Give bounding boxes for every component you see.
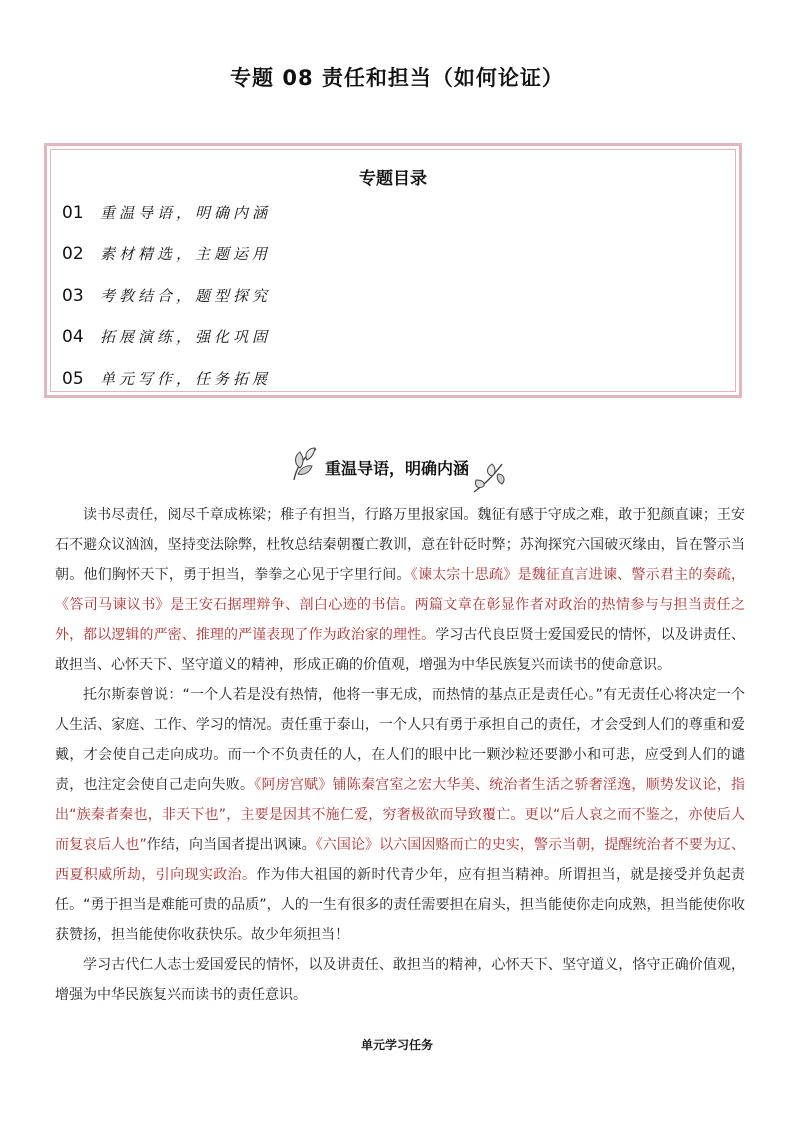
toc-box — [44, 143, 742, 398]
toc-item-label: 考教结合，题型探究 — [100, 287, 272, 305]
section-heading-text: 重温导语，明确内涵 — [324, 459, 469, 478]
toc-item-number: 01 — [62, 203, 84, 223]
toc-item-number: 02 — [62, 244, 84, 264]
toc-item[interactable] — [62, 368, 271, 389]
toc-inner-border — [50, 149, 736, 392]
paragraph-text: 学习古代良臣贤士爱国爱民的情怀，以及讲责任、敢担当、心怀天下、坚守道义的精神，形成正确的价值观，增强为中华民族复兴而读书的使命意识。 — [55, 627, 745, 673]
toc-heading: 专题目录 — [359, 169, 427, 189]
unit-task-heading: 单元学习任务 — [360, 1038, 433, 1052]
page-title: 专题 08 责任和担当（如何论证） — [230, 66, 564, 90]
content-body — [55, 500, 745, 1010]
paragraph-text: 作为伟大祖国的新时代青少年，应有担当精神。所谓担当，就是接受并负起责任。“勇于担当是难能可贵的品质”，人的一生有很多的责任需要担在肩头，担当能使你走向成熟，担当能使你收获赞扬，担当能使你收获快乐。故少年须担当！ — [55, 867, 746, 943]
toc-item[interactable] — [62, 202, 271, 223]
paragraph-1 — [55, 500, 745, 680]
toc-item-number: 04 — [62, 327, 84, 347]
section-heading — [0, 440, 794, 496]
toc-item-number: 05 — [62, 369, 84, 389]
toc-item-label: 重温导语，明确内涵 — [100, 204, 272, 222]
toc-item-label: 素材精选，主题运用 — [100, 245, 272, 263]
paragraph-text: 作结，向当国者提出讽谏。 — [146, 837, 316, 853]
highlighted-text: 《谏太宗十思疏》是魏征直言进谏、警示君主的奏疏，《答司马谏议书》是王安石据理辩争、剖白心迹的书信。两篇文章在彰显作者对政治的热情参与与担当责任之外，都以逻辑的严密、推理的严谨表现了作为政治家的理性。 — [55, 567, 746, 643]
paragraph-2 — [55, 680, 745, 950]
toc-item[interactable] — [62, 285, 271, 306]
highlighted-text: 《六国论》以六国因赂而亡的史实，警示当朝，提醒统治者不要为辽、西夏积威所劫，引向现实政治。 — [55, 837, 746, 883]
paragraph-text: 读书尽责任，阅尽千章成栋梁；稚子有担当，行路万里报家国。魏征有感于守成之难，敢于犯颜直谏；王安石不避众议汹汹，坚持变法除弊，杜牧总结秦朝覆亡教训，意在针砭时弊；苏洵探究六国破灭缘由，旨在警示当朝。他们胸怀天下，勇于担当，拳拳之心见于字里行间。 — [55, 507, 745, 583]
toc-item-number: 03 — [62, 286, 84, 306]
toc-item[interactable] — [62, 326, 271, 347]
toc-item-label: 单元写作，任务拓展 — [100, 370, 272, 388]
highlighted-text: 《阿房宫赋》铺陈秦宫室之宏大华美、统治者生活之骄奢淫逸，顺势发议论，指出“族秦者秦也，非天下也”，主要是因其不施仁爱，穷奢极欲而导致覆亡。更以“后人哀之而不鉴之，亦使后人而复哀后人也” — [55, 777, 746, 853]
paragraph-3: 学习古代仁人志士爱国爱民的情怀，以及讲责任、敢担当的精神，心怀天下、坚守道义，恪守正确价值观，增强为中华民族复兴而读书的责任意识。 — [55, 957, 745, 1003]
toc-item-label: 拓展演练，强化巩固 — [100, 328, 272, 346]
toc-item[interactable] — [62, 243, 271, 264]
leaf-ornament-icon — [472, 460, 506, 498]
paragraph-text: 托尔斯泰曾说：“一个人若是没有热情，他将一事无成，而热情的基点正是责任心。”有无责任心将决定一个人生活、家庭、工作、学习的情况。责任重于泰山，一个人只有勇于承担自己的责任，才会受到人们的尊重和爱戴，才会使自己走向成功。而一个不负责任的人，在人们的眼中比一颗沙粒还要渺小和可悲，应受到人们的谴责，也注定会使自己走向失败。 — [55, 687, 745, 793]
